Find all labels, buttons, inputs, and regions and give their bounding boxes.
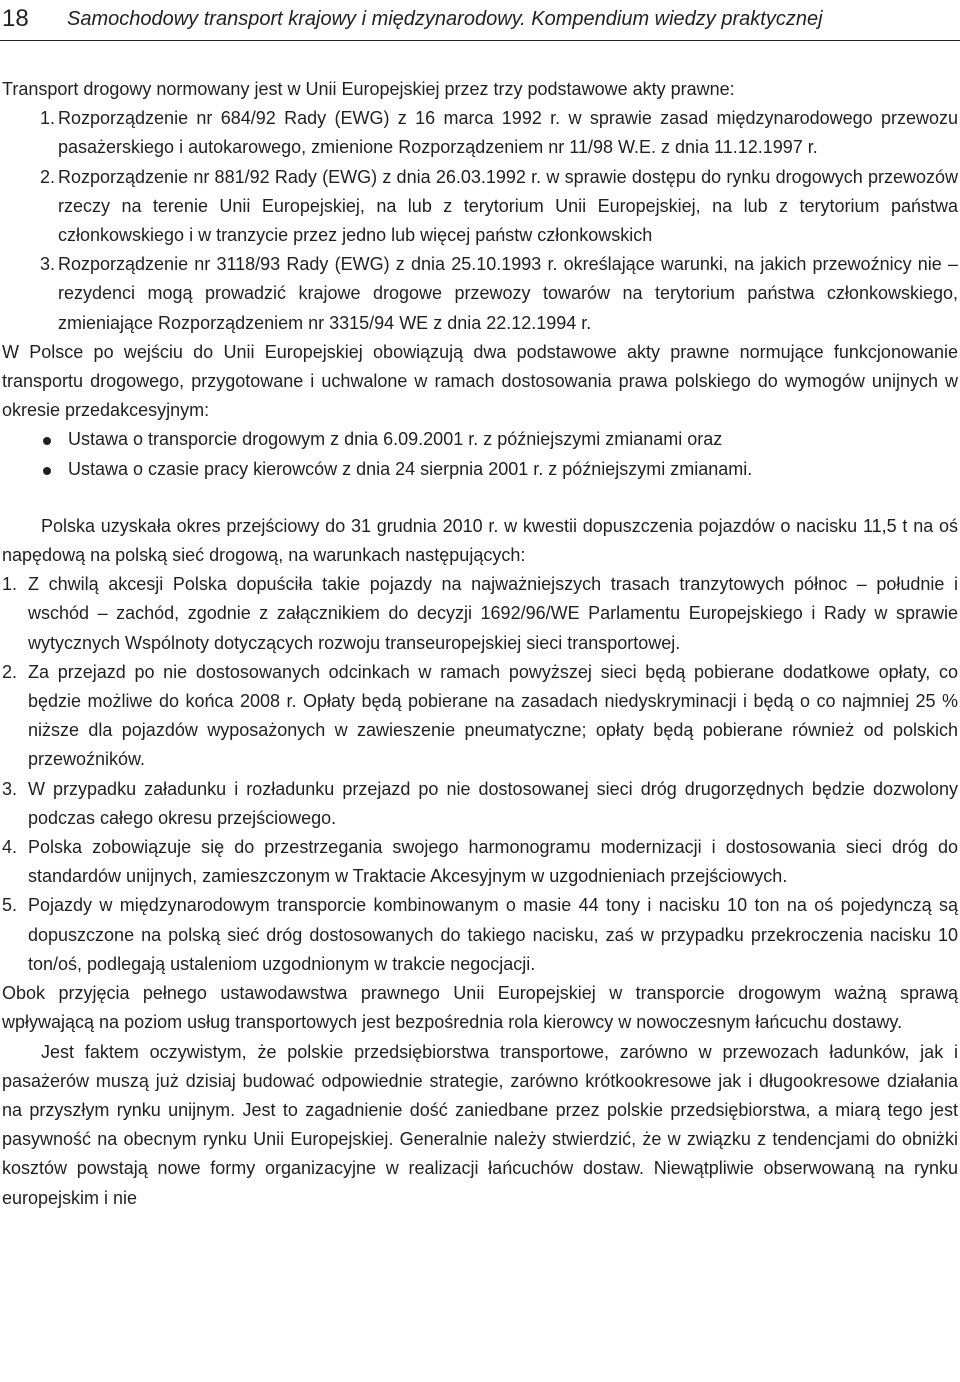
body-text <box>2 75 958 1213</box>
conditions-list <box>2 570 958 979</box>
condition-number: 4. <box>2 837 18 858</box>
regulation-text: Rozporządzenie nr 881/92 Rady (EWG) z dnia 26.03.1992 r. w sprawie dostępu do rynku drogowych przewozów rzeczy na terenie Unii Europejskiej, na lub z terytorium Unii Europejskiej, na lub z terytorium państwa członkowskiego i w tranzycie przez jedno lub więcej państw członkowskich <box>58 166 958 246</box>
acts-list <box>2 425 958 483</box>
transition-intro-paragraph: Polska uzyskała okres przejściowy do 31 grudnia 2010 r. w kwestii dopuszczenia pojazdów o nacisku 11,5 t na oś napędową na polską sieć drogową, na warunkach następujących: <box>2 515 958 566</box>
act-text: Ustawa o czasie pracy kierowców z dnia 24 sierpnia 2001 r. z późniejszymi zmianami. <box>68 458 753 479</box>
condition-text: Polska zobowiązuje się do przestrzegania swojego harmonogramu modernizacji i dostosowania sieci dróg do standardów unijnych, zamieszczonym w Traktacie Akcesyjnym w uzgodnieniach przejściowych. <box>28 837 958 887</box>
page-number: 18 <box>2 5 29 32</box>
bullet-icon <box>43 437 51 445</box>
header-divider <box>0 40 960 41</box>
condition-item <box>2 775 958 833</box>
paragraph-gap <box>2 484 958 512</box>
condition-item <box>2 658 958 775</box>
running-header <box>0 0 960 44</box>
condition-item <box>2 570 958 658</box>
condition-text: Za przejazd po nie dostosowanych odcinkach w ramach powyższej sieci będą pobierane dodatkowe opłaty, co będzie możliwe do końca 2008 r. Opłaty będą pobierane na zasadach niedyskryminacji i będą o co najmniej 25 % niższe dla pojazdów wyposażonych w zawieszenie pneumatyczne; opłaty będą pobierane również od polskich przewoźników. <box>28 661 958 770</box>
regulation-text: Rozporządzenie nr 3118/93 Rady (EWG) z dnia 25.10.1993 r. określające warunki, na jakich przewoźnicy nie – rezydenci mogą prowadzić krajowe drogowe przewozy towarów na terytorium państwa członkowskiego, zmieniające Rozporządzeniem nr 3315/94 WE z dnia 22.12.1994 r. <box>58 254 958 333</box>
condition-text: Z chwilą akcesji Polska dopuściła takie pojazdy na najważniejszych trasach tranzytowych północ – południe i wschód – zachód, zgodnie z załącznikiem do decyzji 1692/96/WE Parlamentu Europejskiego i Rady w sprawie wytycznych Wspólnoty dotyczących rozwoju transeuropejskiej sieci transportowej. <box>28 574 958 653</box>
condition-text: W przypadku załadunku i rozładunku przejazd po nie dostosowanej sieci dróg drugorzędnych będzie dozwolony podczas całego okresu przejściowego. <box>28 778 958 828</box>
regulation-item <box>2 163 958 251</box>
regulation-list <box>2 104 958 338</box>
intro-paragraph: Transport drogowy normowany jest w Unii Europejskiej przez trzy podstawowe akty prawne: <box>2 79 735 99</box>
condition-number: 5. <box>2 895 18 916</box>
regulation-text: Rozporządzenie nr 684/92 Rady (EWG) z 16 marca 1992 r. w sprawie zasad międzynarodowego przewozu pasażerskiego i autokarowego, zmienione Rozporządzeniem nr 11/98 W.E. z dnia 11.12.1997 r. <box>58 108 958 158</box>
condition-item <box>2 891 958 979</box>
condition-item <box>2 833 958 891</box>
regulation-item <box>2 104 958 162</box>
poland-intro-paragraph: W Polsce po wejściu do Unii Europejskiej obowiązują dwa podstawowe akty prawne normujące funkcjonowanie transportu drogowego, przygotowane i uchwalone w ramach dostosowania prawa polskiego do wymogów unijnych w okresie przedakcesyjnym: <box>2 341 958 421</box>
act-item <box>2 425 958 454</box>
bullet-icon <box>43 467 51 475</box>
condition-text: Pojazdy w międzynarodowym transporcie kombinowanym o masie 44 tony i nacisku 10 ton na oś pojedynczą są dopuszczone na polską sieć dróg dostosowanych do takiego nacisku, zaś w przypadku przekroczenia nacisku 10 ton/oś, podlegają ustaleniom uzgodnionym w trakcie negocjacji. <box>28 895 958 974</box>
strategy-paragraph: Jest faktem oczywistym, że polskie przedsiębiorstwa transportowe, zarówno w przewozach ładunków, jak i pasażerów muszą już dzisiaj budować odpowiednie strategie, zarówno krótkookresowe jak i długookresowe działania na przyszłym rynku unijnym. Jest to zagadnienie dość zaniedbane przez polskie przedsiębiorstwa, a miarą tego jest pasywność na obecnym rynku Unii Europejskiej. Generalnie należy stwierdzić, że w związku z tendencjami do obniżki kosztów powstają nowe formy organizacyjne w realizacji łańcuchów dostaw. Niewątpliwie obserwowaną na rynku europejskim i nie <box>2 1041 958 1208</box>
regulation-number: 3. <box>40 254 56 275</box>
condition-number: 1. <box>2 574 18 595</box>
condition-number: 2. <box>2 661 18 682</box>
regulation-item <box>2 250 958 338</box>
act-text: Ustawa o transporcie drogowym z dnia 6.09.2001 r. z późniejszymi zmianami oraz <box>68 429 723 450</box>
condition-number: 3. <box>2 778 18 799</box>
act-item <box>2 455 958 484</box>
regulation-number: 2. <box>40 166 56 187</box>
driver-role-paragraph: Obok przyjęcia pełnego ustawodawstwa prawnego Unii Europejskiej w transporcie drogowym ważną sprawą wpływającą na poziom usług transportowych jest bezpośrednia rola kierowcy w nowoczesnym łańcuchu dostawy. <box>2 983 958 1033</box>
regulation-number: 1. <box>40 108 56 129</box>
running-title: Samochodowy transport krajowy i międzynarodowy. Kompendium wiedzy praktycznej <box>67 8 823 30</box>
